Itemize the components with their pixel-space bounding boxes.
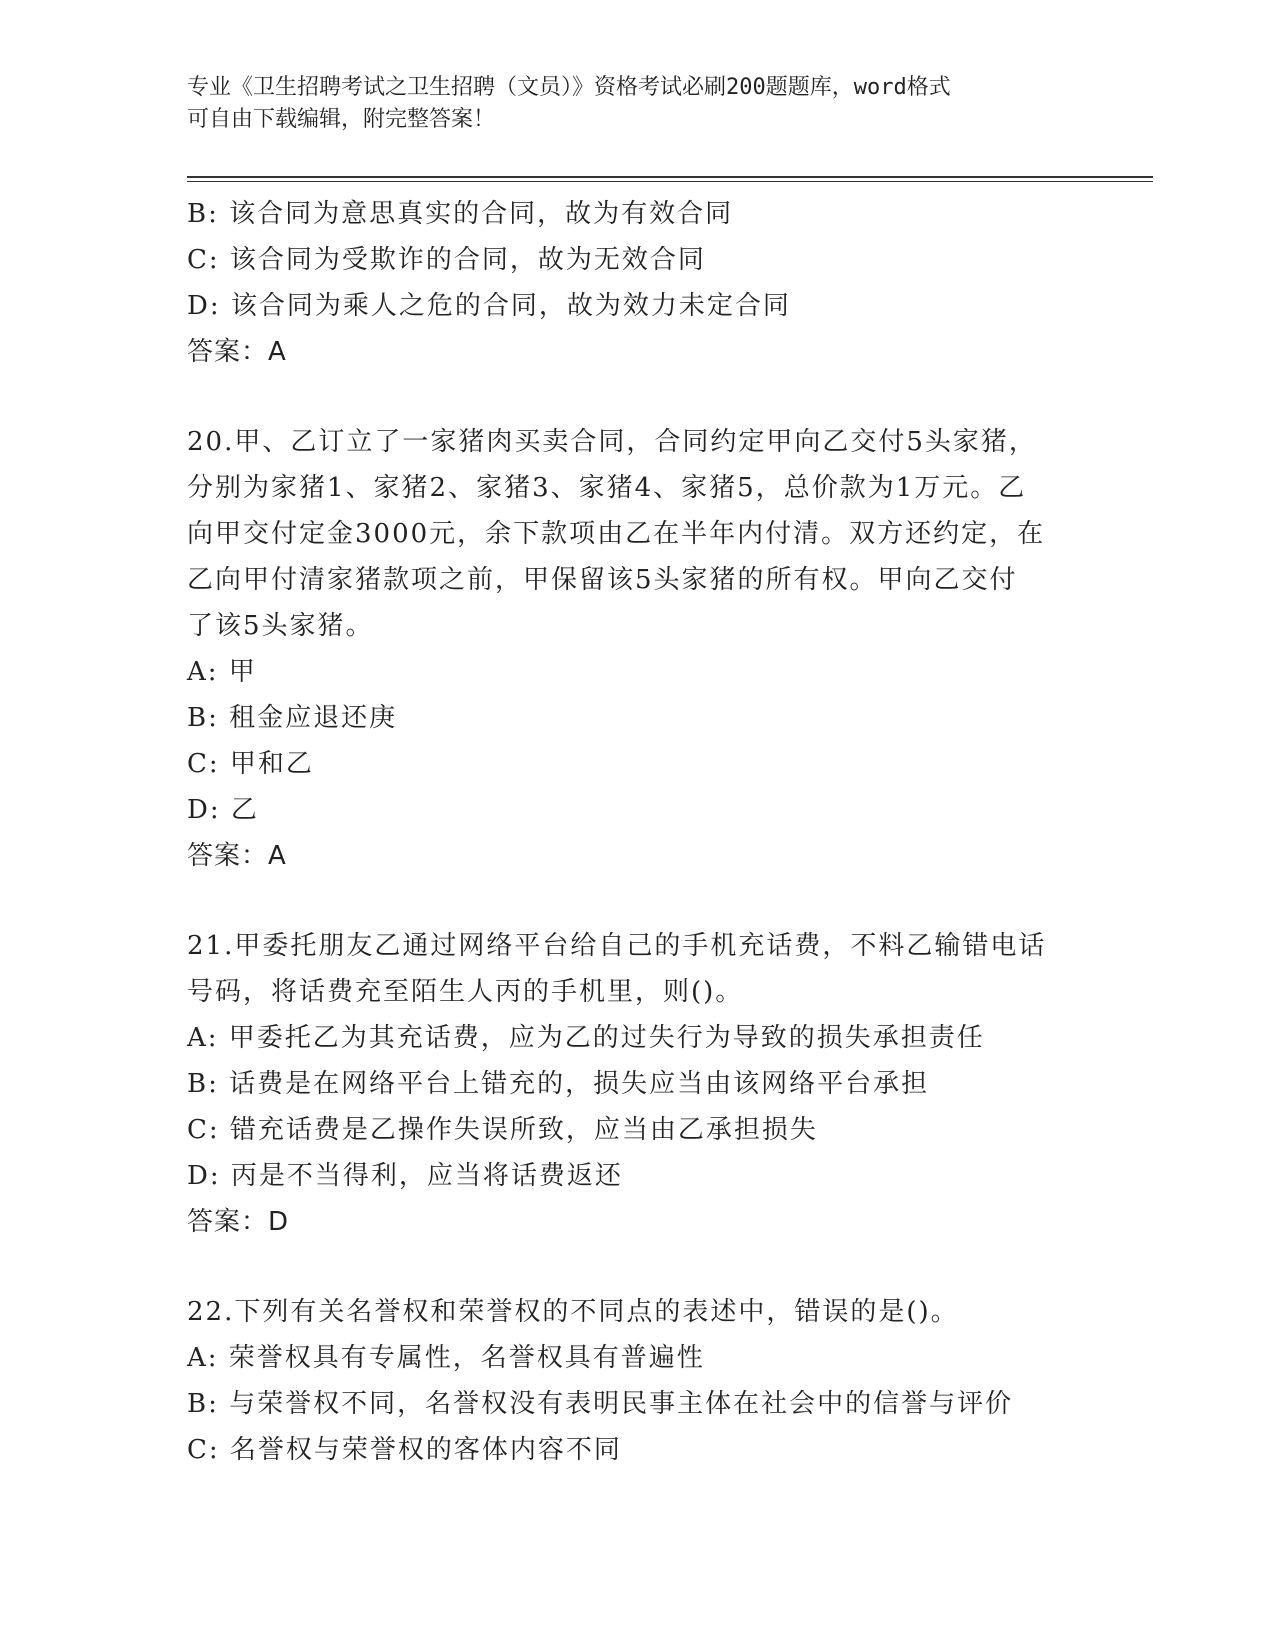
document-header — [187, 72, 1067, 136]
header-title-line-2: 可自由下载编辑，附完整答案！ — [187, 107, 496, 132]
q22-option-c: C: 名誉权与荣誉权的客体内容不同 — [187, 1435, 622, 1465]
question-19-block — [187, 191, 1087, 375]
q20-stem-line: 20.甲、乙订立了一家猪肉买卖合同，合同约定甲向乙交付5头家猪， — [187, 427, 1037, 457]
q22-option-b: B: 与荣誉权不同，名誉权没有表明民事主体在社会中的信誉与评价 — [187, 1389, 1014, 1419]
q22-option-a: A: 荣誉权具有专属性，名誉权具有普遍性 — [187, 1343, 705, 1373]
q21-stem-line: 21.甲委托朋友乙通过网络平台给自己的手机充话费，不料乙输错电话 — [187, 931, 1047, 961]
question-20-block — [187, 419, 1087, 879]
q20-option-a: A: 甲 — [187, 657, 257, 687]
q19-option-c: C: 该合同为受欺诈的合同，故为无效合同 — [187, 245, 706, 275]
question-22-block — [187, 1289, 1087, 1473]
question-21-block — [187, 923, 1087, 1245]
q21-stem-line: 号码，将话费充至陌生人丙的手机里，则()。 — [187, 977, 744, 1007]
q21-option-d: D: 丙是不当得利，应当将话费返还 — [187, 1161, 623, 1191]
question-content — [187, 191, 1087, 1473]
header-title-line-1: 专业《卫生招聘考试之卫生招聘（文员）》资格考试必刷200题题库，word格式 — [187, 75, 951, 100]
q21-option-b: B: 话费是在网络平台上错充的，损失应当由该网络平台承担 — [187, 1069, 930, 1099]
q20-option-d: D: 乙 — [187, 795, 259, 825]
q20-option-b: B: 租金应退还庚 — [187, 703, 398, 733]
header-divider-thick — [187, 176, 1153, 178]
q20-stem-line: 乙向甲付清家猪款项之前，甲保留该5头家猪的所有权。甲向乙交付 — [187, 565, 1018, 595]
q21-answer: 答案：D — [187, 1207, 290, 1237]
q20-answer: 答案：A — [187, 841, 287, 871]
spacer — [187, 1245, 1087, 1289]
q20-stem-line: 向甲交付定金3000元，余下款项由乙在半年内付清。双方还约定，在 — [187, 519, 1046, 549]
q19-option-d: D: 该合同为乘人之危的合同，故为效力未定合同 — [187, 291, 791, 321]
q21-option-c: C: 错充话费是乙操作失误所致，应当由乙承担损失 — [187, 1115, 818, 1145]
q19-option-b: B: 该合同为意思真实的合同，故为有效合同 — [187, 199, 734, 229]
header-divider-thin — [187, 181, 1153, 182]
q21-option-a: A: 甲委托乙为其充话费，应为乙的过失行为导致的损失承担责任 — [187, 1023, 985, 1053]
q20-option-c: C: 甲和乙 — [187, 749, 314, 779]
q20-stem-line: 了该5头家猪。 — [187, 611, 374, 641]
q22-stem-line: 22.下列有关名誉权和荣誉权的不同点的表述中，错误的是()。 — [187, 1297, 959, 1327]
spacer — [187, 879, 1087, 923]
spacer — [187, 375, 1087, 419]
q20-stem-line: 分别为家猪1、家猪2、家猪3、家猪4、家猪5，总价款为1万元。乙 — [187, 473, 1027, 503]
q19-answer: 答案：A — [187, 337, 287, 367]
